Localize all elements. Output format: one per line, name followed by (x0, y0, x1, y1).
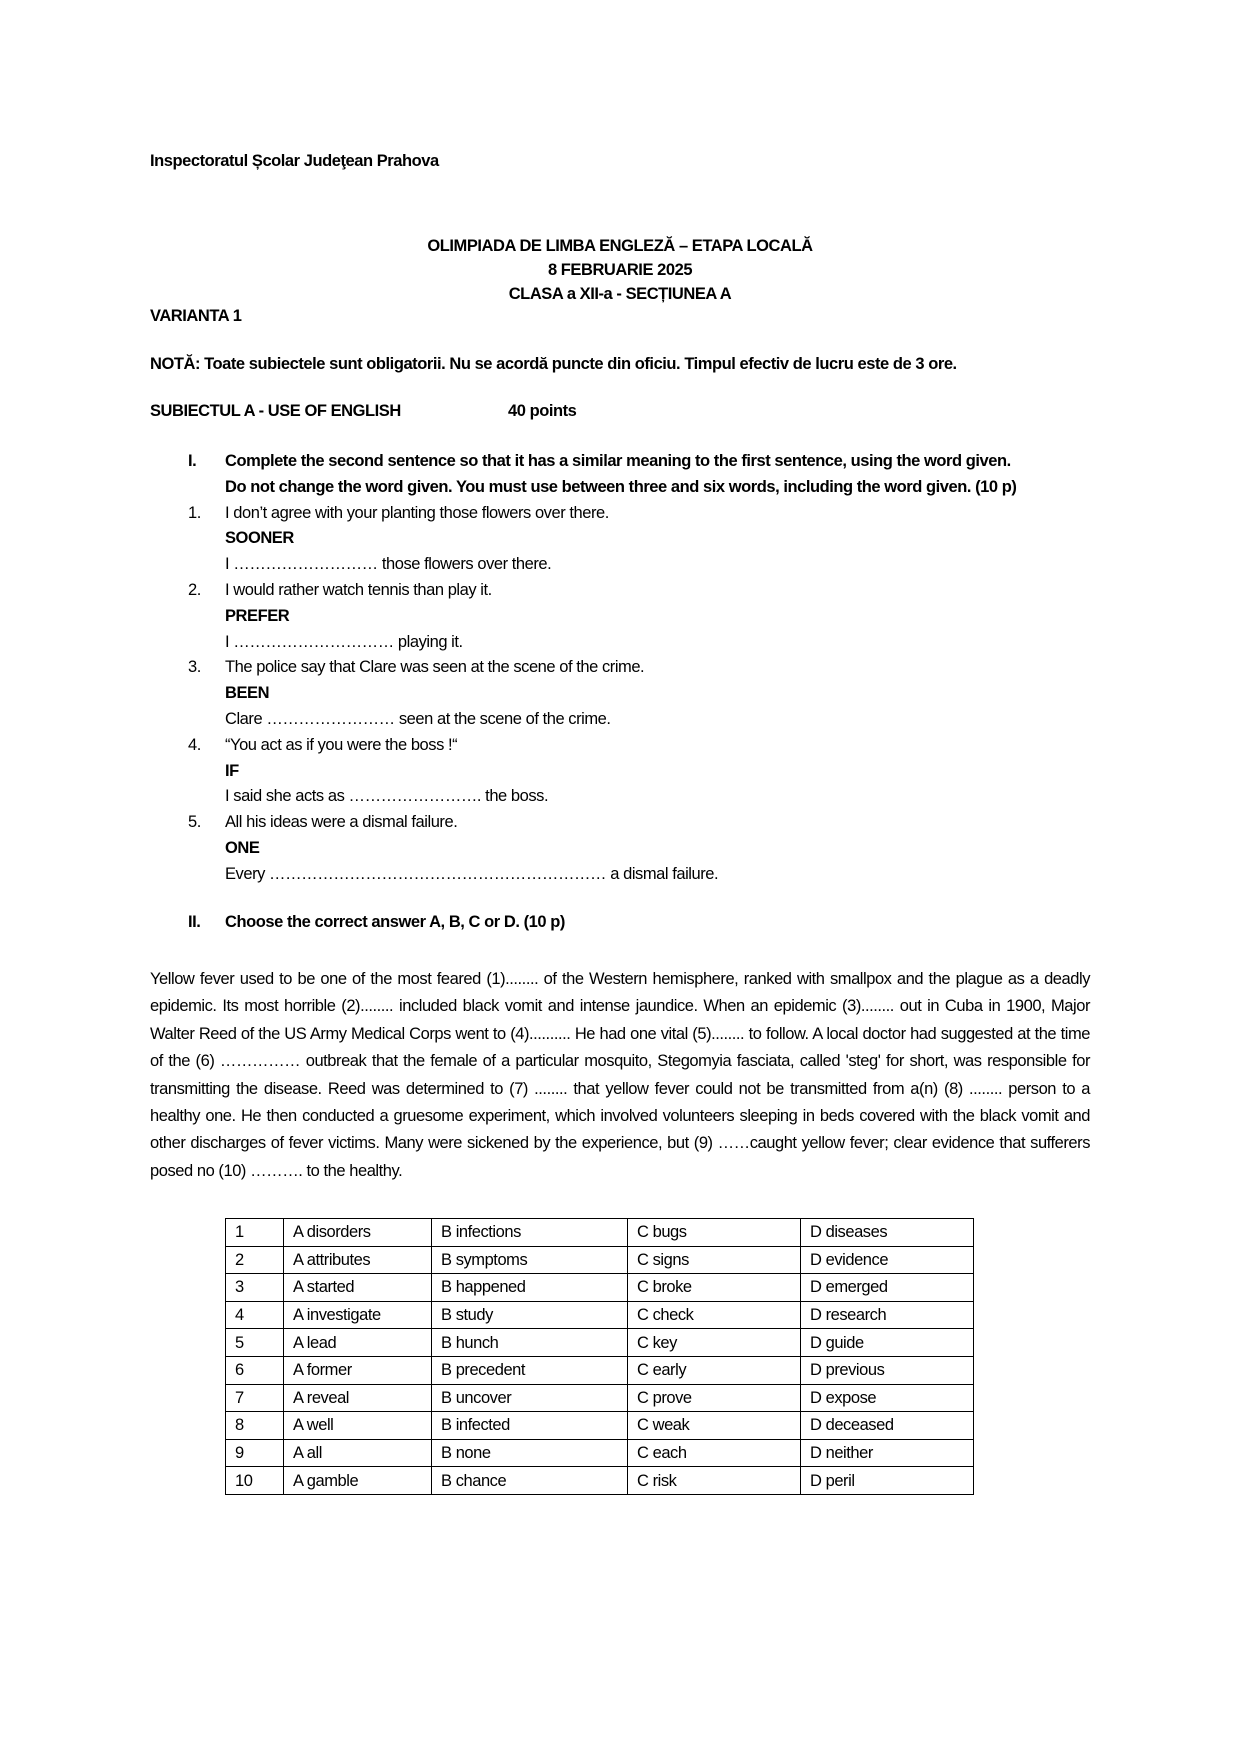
item-sentence: I would rather watch tennis than play it. (225, 580, 492, 599)
option-cell: A investigate (284, 1301, 432, 1329)
table-row (226, 1384, 974, 1412)
key-word: PREFER (225, 606, 290, 625)
item-number: 4. (188, 735, 201, 754)
option-cell: B infected (432, 1412, 628, 1440)
option-cell: D deceased (801, 1412, 974, 1440)
option-cell: C each (628, 1439, 801, 1467)
option-cell: A reveal (284, 1384, 432, 1412)
item-number (150, 526, 225, 552)
key-word: SOONER (225, 529, 294, 548)
item-number (150, 707, 225, 733)
question-number-cell: 10 (226, 1467, 284, 1495)
question-number-cell: 1 (226, 1219, 284, 1247)
item-number (150, 630, 225, 656)
question-number-cell: 3 (226, 1274, 284, 1302)
question-number-cell: 8 (226, 1412, 284, 1440)
question-number-cell: 5 (226, 1329, 284, 1357)
reading-passage: Yellow fever used to be one of the most feared (1)........ of the Western hemisphere, ranked with smallpox and the plague as a deadly epidemic. Its most horrible (2)........ included black vomit and intense jaundice. When an epidemic (3)........ out in Cuba in 1900, Major Walter Reed of the US Army Medical Corps went to (4).......... He had one vital (5)........ to follow. A local doctor had suggested at the time of the (6) …………… outbreak that the female of a particular mosquito, Stegomyia fasciata, called 'steg' for short, was responsible for transmitting the disease. Reed was determined to (7) ........ that yellow fever could not be transmitted from a(n) (8) ........ person to a healthy one. He then conducted a gruesome experiment, which involved volunteers sleeping in beds covered with the black vomit and other discharges of fever victims. Many were sickened by the experience, but (9) ……caught yellow fever; clear evidence that sufferers posed no (10) ………. to the healthy. (150, 970, 1090, 1180)
option-cell: D research (801, 1301, 974, 1329)
option-cell: A lead (284, 1329, 432, 1357)
option-cell: D expose (801, 1384, 974, 1412)
table-row (226, 1301, 974, 1329)
key-word: BEEN (225, 684, 270, 703)
variant-label: VARIANTA 1 (150, 307, 242, 325)
option-cell: C broke (628, 1274, 801, 1302)
option-cell: B uncover (432, 1384, 628, 1412)
option-cell: D neither (801, 1439, 974, 1467)
subject-label: SUBIECTUL A - USE OF ENGLISH (150, 402, 401, 420)
answer-options-table (225, 1218, 974, 1495)
option-cell: D previous (801, 1356, 974, 1384)
item-number (150, 784, 225, 810)
table-row (226, 1356, 974, 1384)
option-cell: D evidence (801, 1246, 974, 1274)
item-number (150, 681, 225, 707)
option-cell: B happened (432, 1274, 628, 1302)
option-cell: A well (284, 1412, 432, 1440)
option-cell: B precedent (432, 1356, 628, 1384)
option-cell: D diseases (801, 1219, 974, 1247)
item-number: 3. (188, 658, 201, 677)
option-cell: B symptoms (432, 1246, 628, 1274)
item-sentence: All his ideas were a dismal failure. (225, 813, 458, 832)
table-row (226, 1439, 974, 1467)
item-number (150, 604, 225, 630)
key-word: ONE (225, 838, 260, 857)
note: NOTĂ: Toate subiectele sunt obligatorii. Nu se acordă puncte din oficiu. Timpul efectiv de lucru este de 3 ore. (150, 355, 957, 373)
option-cell: B chance (432, 1467, 628, 1495)
table-row (226, 1467, 974, 1495)
item-sentence: The police say that Clare was seen at the scene of the crime. (225, 658, 645, 677)
item-number (150, 836, 225, 862)
item-sentence: I don’t agree with your planting those flowers over there. (225, 503, 609, 522)
option-cell: D guide (801, 1329, 974, 1357)
item-number: 1. (188, 503, 201, 522)
option-cell: A disorders (284, 1219, 432, 1247)
option-cell: C check (628, 1301, 801, 1329)
answer-line: Every ……………………………………………………… a dismal failure. (225, 864, 719, 883)
item-number (150, 552, 225, 578)
option-cell: C prove (628, 1384, 801, 1412)
table-row (226, 1246, 974, 1274)
subject-heading (150, 402, 577, 421)
question-number-cell: 7 (226, 1384, 284, 1412)
subject-points: 40 points (508, 402, 577, 420)
table-row (226, 1412, 974, 1440)
option-cell: B none (432, 1439, 628, 1467)
answer-line: Clare …………………… seen at the scene of the crime. (225, 709, 611, 728)
exercise-2-heading (150, 913, 565, 932)
title-line: CLASA a XII-a - SECȚIUNEA A (508, 285, 732, 303)
option-cell: A attributes (284, 1246, 432, 1274)
option-cell: D peril (801, 1467, 974, 1495)
document-title (150, 234, 1090, 306)
option-cell: B hunch (432, 1329, 628, 1357)
option-cell: C key (628, 1329, 801, 1357)
answer-line: I ………………………… playing it. (225, 632, 463, 651)
option-cell: C early (628, 1356, 801, 1384)
item-number (150, 862, 225, 888)
option-cell: B infections (432, 1219, 628, 1247)
option-cell: C risk (628, 1467, 801, 1495)
option-cell: C bugs (628, 1219, 801, 1247)
exercise-1 (150, 449, 1100, 888)
title-line: OLIMPIADA DE LIMBA ENGLEZĂ – ETAPA LOCALĂ (427, 237, 813, 255)
option-cell: D emerged (801, 1274, 974, 1302)
exercise-instructions: Choose the correct answer A, B, C or D. (10 p) (225, 913, 565, 931)
exercise-number: II. (188, 913, 201, 931)
item-sentence: “You act as if you were the boss !“ (225, 735, 458, 754)
option-cell: A started (284, 1274, 432, 1302)
question-number-cell: 2 (226, 1246, 284, 1274)
answer-line: I ……………………… those flowers over there. (225, 555, 552, 574)
table-row (226, 1219, 974, 1247)
table-row (226, 1329, 974, 1357)
key-word: IF (225, 761, 239, 780)
question-number-cell: 6 (226, 1356, 284, 1384)
option-cell: A all (284, 1439, 432, 1467)
exercise-instructions: Do not change the word given. You must use between three and six words, including the word given. (10 p) (225, 477, 1017, 496)
item-number: 2. (188, 580, 201, 599)
option-cell: C signs (628, 1246, 801, 1274)
question-number-cell: 9 (226, 1439, 284, 1467)
exercise-instructions: Complete the second sentence so that it has a similar meaning to the first sentence, using the word given. (225, 452, 1011, 470)
title-line: 8 FEBRUARIE 2025 (547, 261, 693, 279)
exercise-number: I. (188, 452, 197, 470)
option-cell: A gamble (284, 1467, 432, 1495)
option-cell: C weak (628, 1412, 801, 1440)
item-number (150, 759, 225, 785)
answer-line: I said she acts as ……………………. the boss. (225, 787, 549, 806)
table-row (226, 1274, 974, 1302)
option-cell: A former (284, 1356, 432, 1384)
question-number-cell: 4 (226, 1301, 284, 1329)
institution-header: Inspectoratul Școlar Judeţean Prahova (150, 152, 439, 170)
item-number: 5. (188, 813, 201, 832)
option-cell: B study (432, 1301, 628, 1329)
